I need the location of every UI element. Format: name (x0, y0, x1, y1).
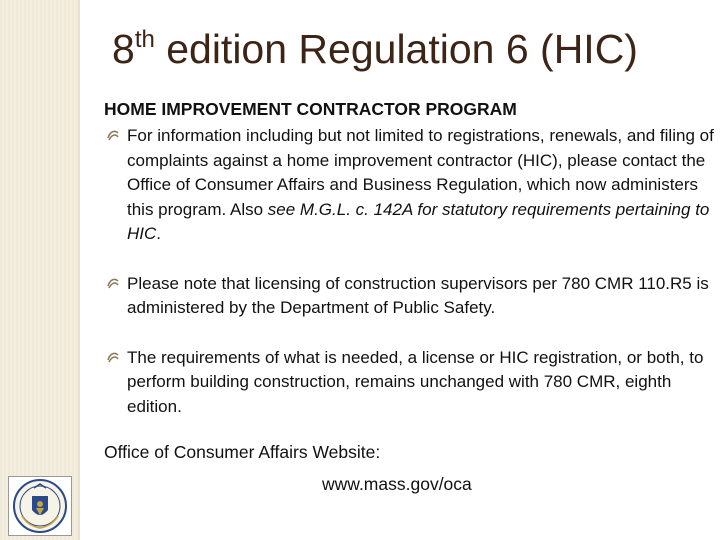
bullet-list (104, 124, 716, 419)
bullet-text: The requirements of what is needed, a license or HIC registration, or both, to perform building construction, remains unchanged with 780 CMR, eighth edition. (127, 347, 704, 416)
curved-bullet-icon (106, 128, 120, 142)
decorative-sidebar (0, 0, 79, 540)
bullet-italic-text: see M.G.L. c. 142A for statutory requirements pertaining to HIC (127, 199, 710, 243)
bullet-text: Please note that licensing of construction supervisors per 780 CMR 110.R5 is administered by the Department of Public Safety. (127, 273, 709, 317)
curved-bullet-icon (106, 350, 120, 364)
bullet-item-requirements (104, 346, 716, 420)
bullet-text-end: . (156, 224, 162, 243)
website-url-link[interactable]: www.mass.gov/oca (322, 474, 472, 494)
website-label: Office of Consumer Affairs Website: (104, 442, 381, 462)
title-number: 8 (112, 26, 135, 72)
section-heading: HOME IMPROVEMENT CONTRACTOR PROGRAM (104, 99, 517, 119)
bullet-text: For information including but not limited to registrations, renewals, and filing of complaints against a home improvement contractor (HIC), please contact the Office of Consumer Affairs and Business Regulation, which now administers this program. Also (127, 126, 714, 219)
bullet-item-construction-supervisors (104, 272, 716, 321)
sidebar-edge (78, 0, 80, 540)
slide-title (112, 26, 692, 73)
title-superscript: th (134, 26, 155, 53)
bullet-item-hic-contact (104, 124, 716, 247)
title-text: edition Regulation 6 (HIC) (154, 26, 638, 72)
massachusetts-seal-icon (8, 476, 72, 536)
curved-bullet-icon (106, 276, 120, 290)
